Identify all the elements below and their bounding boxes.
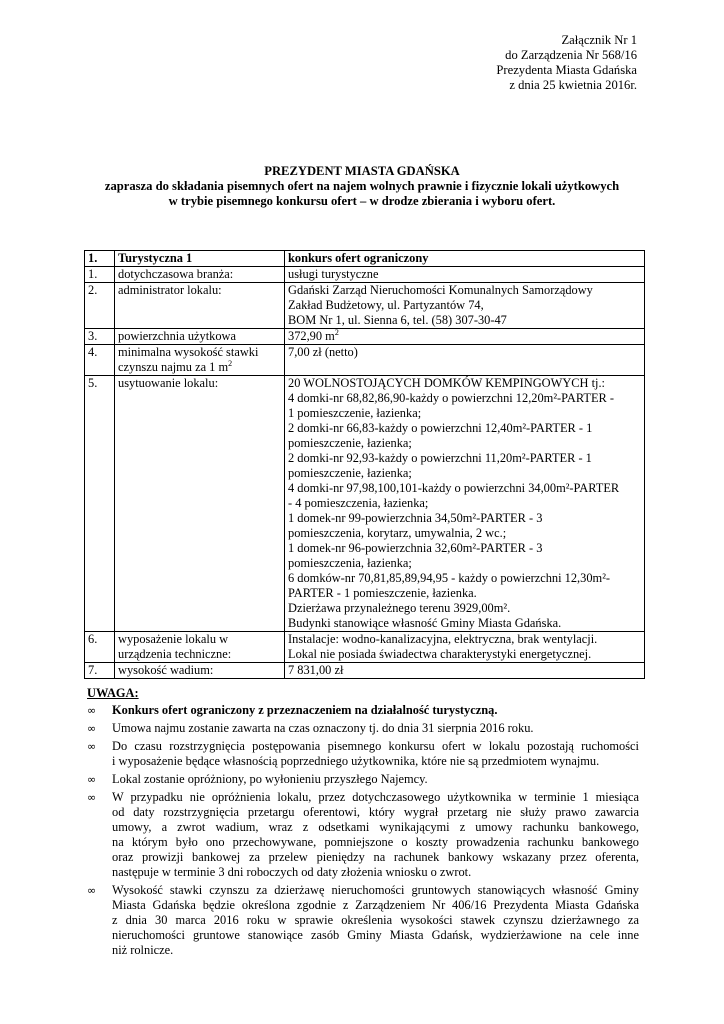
infinity-bullet-icon: ∞ [87, 722, 97, 735]
infinity-bullet-icon: ∞ [87, 740, 97, 753]
note-item [87, 883, 639, 958]
infinity-bullet-icon: ∞ [87, 704, 97, 717]
notes-heading: UWAGA: [87, 686, 139, 700]
row-label: wysokość wadium: [115, 663, 285, 679]
superscript: 2 [228, 359, 233, 368]
document-heading [60, 164, 664, 209]
row-value: 372,90 $m^2$ [285, 329, 645, 345]
row-label: usytuowanie lokalu: [115, 376, 285, 632]
infinity-bullet-icon: ∞ [87, 884, 97, 897]
row-num: 2. [85, 283, 115, 329]
notes-list [87, 703, 639, 958]
note-text: Lokal zostanie opróżniony, po wyłonieniu przyszłego Najemcy. [112, 772, 428, 786]
annex-line: z dnia 25 kwietnia 2016r. [509, 78, 637, 92]
row-num: 7. [85, 663, 115, 679]
table-row [85, 376, 645, 632]
row-label: minimalna wysokość stawki czynszu najmu za 1 $m^2$ [115, 345, 285, 376]
annex-line: Załącznik Nr 1 [561, 33, 637, 47]
row-label: administrator lokalu: [115, 283, 285, 329]
header-num: 1. [85, 251, 115, 267]
note-item [87, 721, 639, 736]
infinity-bullet-icon: ∞ [87, 773, 97, 786]
note-item [87, 772, 639, 787]
row-num: 4. [85, 345, 115, 376]
row-value: Instalacje: wodno-kanalizacyjna, elektryczna, brak wentylacji. Lokal nie posiada świadectwa charakterystyki energetycznej. [285, 632, 645, 663]
header-value: konkurs ofert ograniczony [285, 251, 645, 267]
annex-line: do Zarządzenia Nr 568/16 [505, 48, 637, 62]
row-num: 3. [85, 329, 115, 345]
row-label: powierzchnia użytkowa [115, 329, 285, 345]
note-text: W przypadku nie opróżnienia lokalu, przez dotychczasowego użytkownika w terminie 1 miesiąca od daty rozstrzygnięcia przetargu oferentowi, który wygrał przetarg nie służy prawo zawarcia umowy, a zwrot wadium, wraz z odsetkami wynikającymi z umowy rachunku bankowego, na którym było ono przechowywane, pomniejszone o koszty prowadzenia rachunku bankowego oraz prowizji bankowej za przelew pieniędzy na rachunek bankowy wskazany przez oferenta, następuje w terminie 3 dni roboczych od daty złożenia wniosku o zwrot. [112, 790, 639, 879]
table-header-row [85, 251, 645, 267]
table-row [85, 663, 645, 679]
infinity-bullet-icon: ∞ [87, 791, 97, 804]
row-num: 5. [85, 376, 115, 632]
annex-reference [496, 33, 637, 93]
row-num: 1. [85, 267, 115, 283]
annex-line: Prezydenta Miasta Gdańska [496, 63, 637, 77]
note-text: Wysokość stawki czynszu za dzierżawę nieruchomości gruntowych stanowiących własność Gminy Miasta Gdańska będzie określona zgodnie z Zarządzeniem Nr 406/16 Prezydenta Miasta Gdańska z dnia 30 marca 2016 roku w sprawie określenia wysokości stawek czynszu dzierżawnego za nieruchomości gruntowe stanowiące zasób Gminy Miasta Gdańsk, wydzierżawione na cele inne niż rolnicze. [112, 883, 639, 957]
note-text: Konkurs ofert ograniczony z przeznaczeniem na działalność turystyczną. [112, 703, 498, 717]
table-row [85, 329, 645, 345]
note-item [87, 703, 639, 718]
table-row [85, 632, 645, 663]
row-label: wyposażenie lokalu w urządzenia techniczne: [115, 632, 285, 663]
heading-line: zaprasza do składania pisemnych ofert na najem wolnych prawnie i fizycznie lokali użytkowych [104, 179, 620, 193]
note-text: Do czasu rozstrzygnięcia postępowania pisemnego konkursu ofert w lokalu pozostają ruchomości i wyposażenie będące własnością poprzedniego użytkownika, które nie są przedmiotem wynajmu. [112, 739, 639, 768]
header-name: Turystyczna 1 [115, 251, 285, 267]
row-num: 6. [85, 632, 115, 663]
table-row [85, 283, 645, 329]
row-label: dotychczasowa branża: [115, 267, 285, 283]
heading-title: PREZYDENT MIASTA GDAŃSKA [264, 164, 460, 178]
notes-section [87, 686, 639, 961]
row-value: 20 WOLNOSTOJĄCYCH DOMKÓW KEMPINGOWYCH tj.: 4 domki-nr 68,82,86,90-każdy o powierzchni 12,20m²-PARTER - 1 pomieszczenie, łazienka; 2 domki-nr 66,83-każdy o powierzchni 12,40m²-PARTER - 1 pomieszczenie, łazienka; 2 domki-nr 92,93-każdy o powierzchni 11,20m²-PARTER - 1 pomieszczenie, łazienka; 4 domki-nr 97,98,100,101-każdy o powierzchni 34,00m²-PARTER - 4 pomieszczenia, łazienka; 1 domek-nr 99-powierzchnia 34,50m²-PARTER - 3 pomieszczenia, korytarz, umywalnia, 2 wc.; 1 domek-nr 96-powierzchnia 32,60m²-PARTER - 3 pomieszczenia, łazienka; 6 domków-nr 70,81,85,89,94,95 - każdy o powierzchni 12,30m²- PARTER - 1 pomieszczenie, łazienka. Dzierżawa przynależnego terenu 3929,00m². Budynki stanowiące własność Gminy Miasta Gdańska. [285, 376, 645, 632]
note-text: Umowa najmu zostanie zawarta na czas oznaczony tj. do dnia 31 sierpnia 2016 roku. [112, 721, 534, 735]
row-value: usługi turystyczne [285, 267, 645, 283]
note-item [87, 790, 639, 880]
superscript: 2 [334, 328, 339, 337]
row-value: 7,00 zł (netto) [285, 345, 645, 376]
row-value: 7 831,00 zł [285, 663, 645, 679]
note-item [87, 739, 639, 769]
heading-line: w trybie pisemnego konkursu ofert – w drodze zbierania i wyboru ofert. [168, 194, 556, 208]
table-row [85, 345, 645, 376]
row-value: Gdański Zarząd Nieruchomości Komunalnych Samorządowy Zakład Budżetowy, ul. Partyzantów 74, BOM Nr 1, ul. Sienna 6, tel. (58) 307-30-47 [285, 283, 645, 329]
table-row [85, 267, 645, 283]
premises-table [84, 250, 645, 679]
